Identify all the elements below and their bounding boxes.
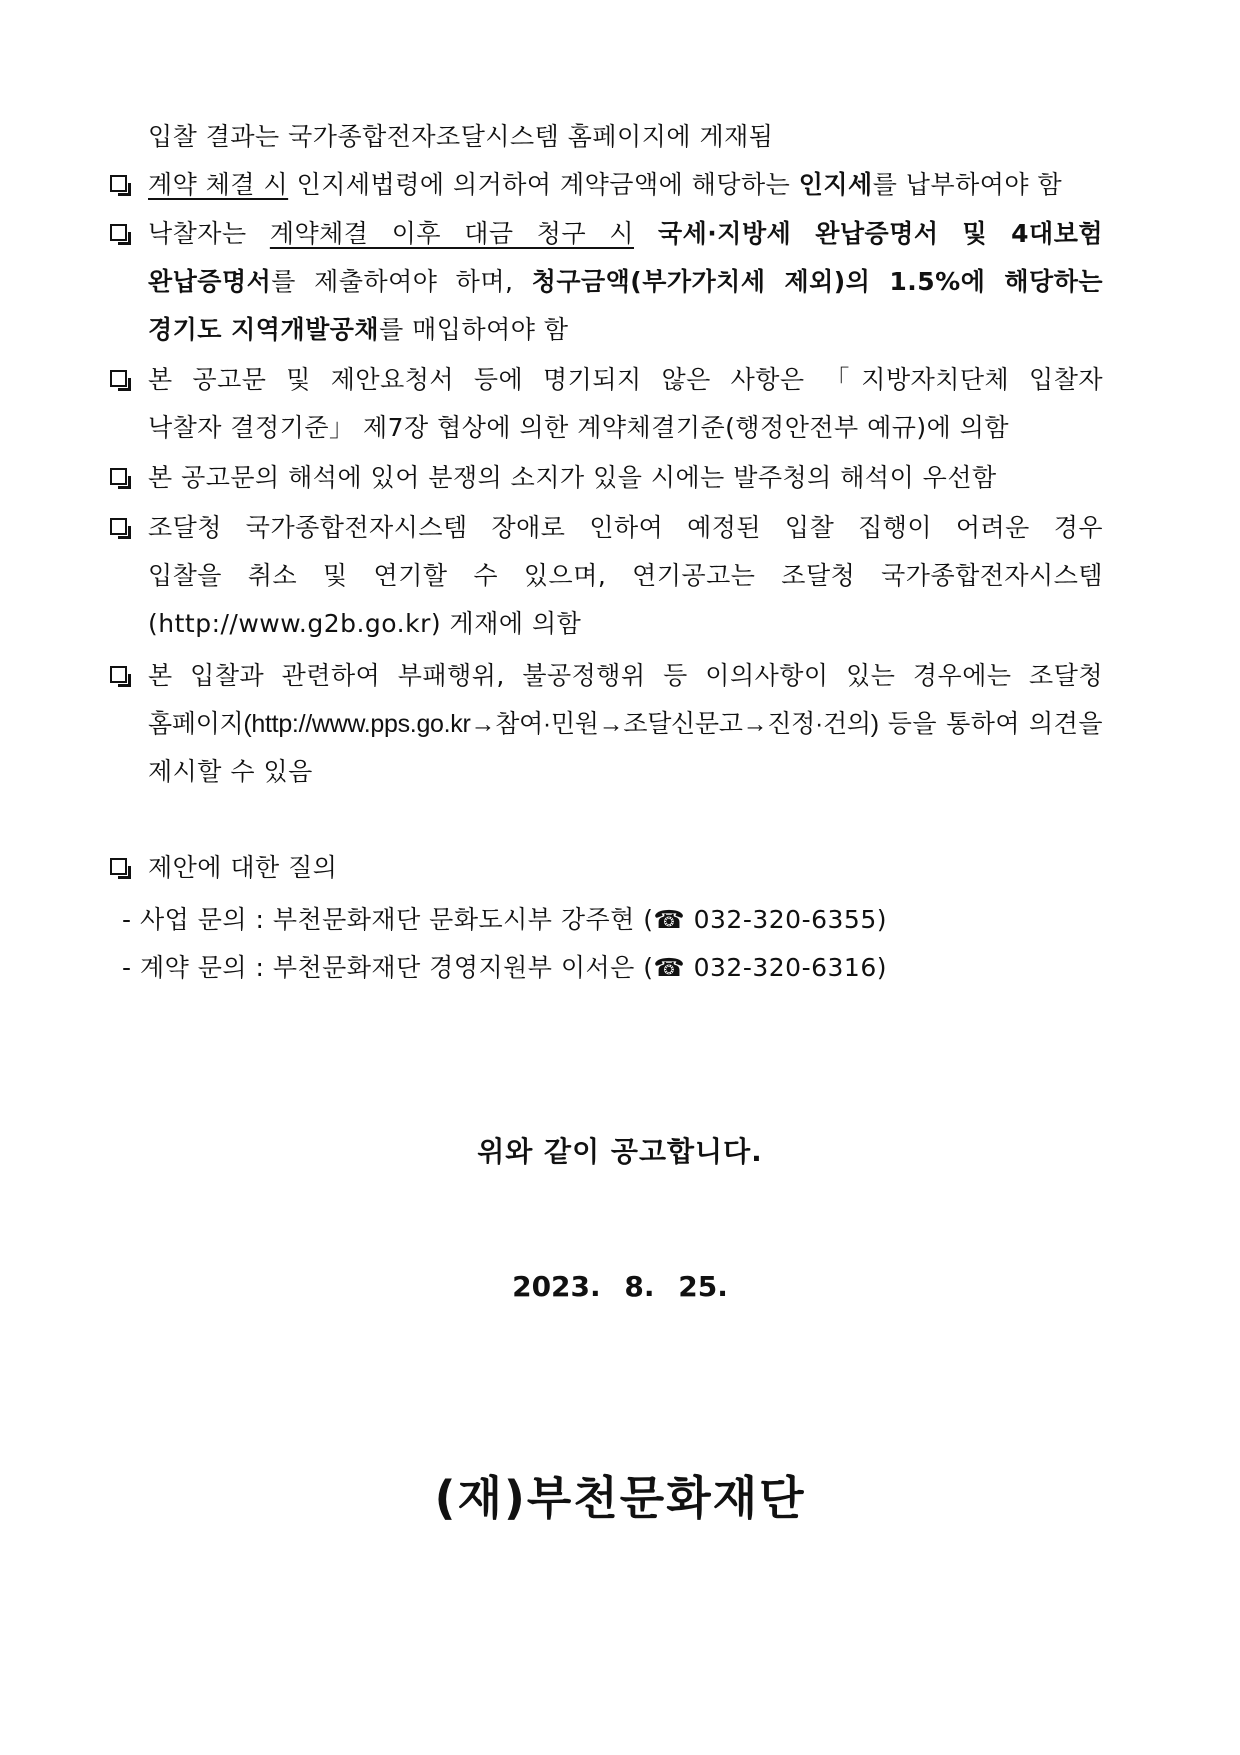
announcement-date: 2023. 8. 25.: [512, 1270, 728, 1303]
system-failure-line-3: (http://www.g2b.go.kr) 게재에 의함: [148, 609, 582, 638]
checkbox-bullet-icon: [110, 518, 127, 535]
system-failure-line-2: 입찰을 취소 및 연기할 수 있으며, 연기공고는 조달청 국가종합전자시스템: [148, 561, 1103, 590]
telephone-icon: ☎: [653, 905, 686, 934]
unspecified-matters-line-1: 본 공고문 및 제안요청서 등에 명기되지 않은 사항은 「지방자치단체 입찰자: [148, 365, 1103, 394]
interpretation-notice: 본 공고문의 해석에 있어 분쟁의 소지가 있을 시에는 발주청의 해석이 우선함: [148, 463, 997, 492]
corruption-report-line-3: 제시할 수 있음: [148, 757, 313, 786]
checkbox-bullet-icon: [110, 858, 127, 875]
stamp-tax-notice: 계약 체결 시 인지세법령에 의거하여 계약금액에 해당하는 인지세를 납부하여야 함: [148, 170, 1063, 199]
unspecified-matters-line-2: 낙찰자 결정기준」 제7장 협상에 의한 계약체결기준(행정안전부 예규)에 의함: [148, 413, 1010, 442]
corruption-report-line-1: 본 입찰과 관련하여 부패행위, 불공정행위 등 이의사항이 있는 경우에는 조달청: [148, 661, 1103, 690]
announcement-statement: 위와 같이 공고합니다.: [477, 1135, 763, 1168]
business-inquiry-contact: - 사업 문의 : 부천문화재단 문화도시부 강주현 (☎ 032-320-6355): [122, 905, 887, 934]
contract-inquiry-contact: - 계약 문의 : 부천문화재단 경영지원부 이서은 (☎ 032-320-6316): [122, 953, 887, 982]
checkbox-bullet-icon: [110, 224, 127, 241]
winner-obligation-line-1: 낙찰자는 계약체결 이후 대금 청구 시 국세·지방세 완납증명서 및 4대보험: [148, 219, 1103, 248]
winner-obligation-line-3: 경기도 지역개발공채를 매입하여야 함: [148, 315, 569, 344]
inquiry-heading: 제안에 대한 질의: [148, 853, 338, 882]
corruption-report-line-2: 홈페이지(http://www.pps.go.kr→참여·민원→조달신문고→진정·건의) 등을 통하여 의견을: [148, 709, 1103, 738]
system-failure-line-1: 조달청 국가종합전자시스템 장애로 인하여 예정된 입찰 집행이 어려운 경우: [148, 513, 1103, 542]
checkbox-bullet-icon: [110, 370, 127, 387]
telephone-icon: ☎: [653, 953, 686, 982]
checkbox-bullet-icon: [110, 468, 127, 485]
result-notice-line: 입찰 결과는 국가종합전자조달시스템 홈페이지에 게재됨: [148, 122, 774, 151]
issuer-name: (재)부천문화재단: [434, 1471, 806, 1525]
checkbox-bullet-icon: [110, 666, 127, 683]
winner-obligation-line-2: 완납증명서를 제출하여야 하며, 청구금액(부가가치세 제외)의 1.5%에 해당하는: [148, 267, 1103, 296]
checkbox-bullet-icon: [110, 175, 127, 192]
